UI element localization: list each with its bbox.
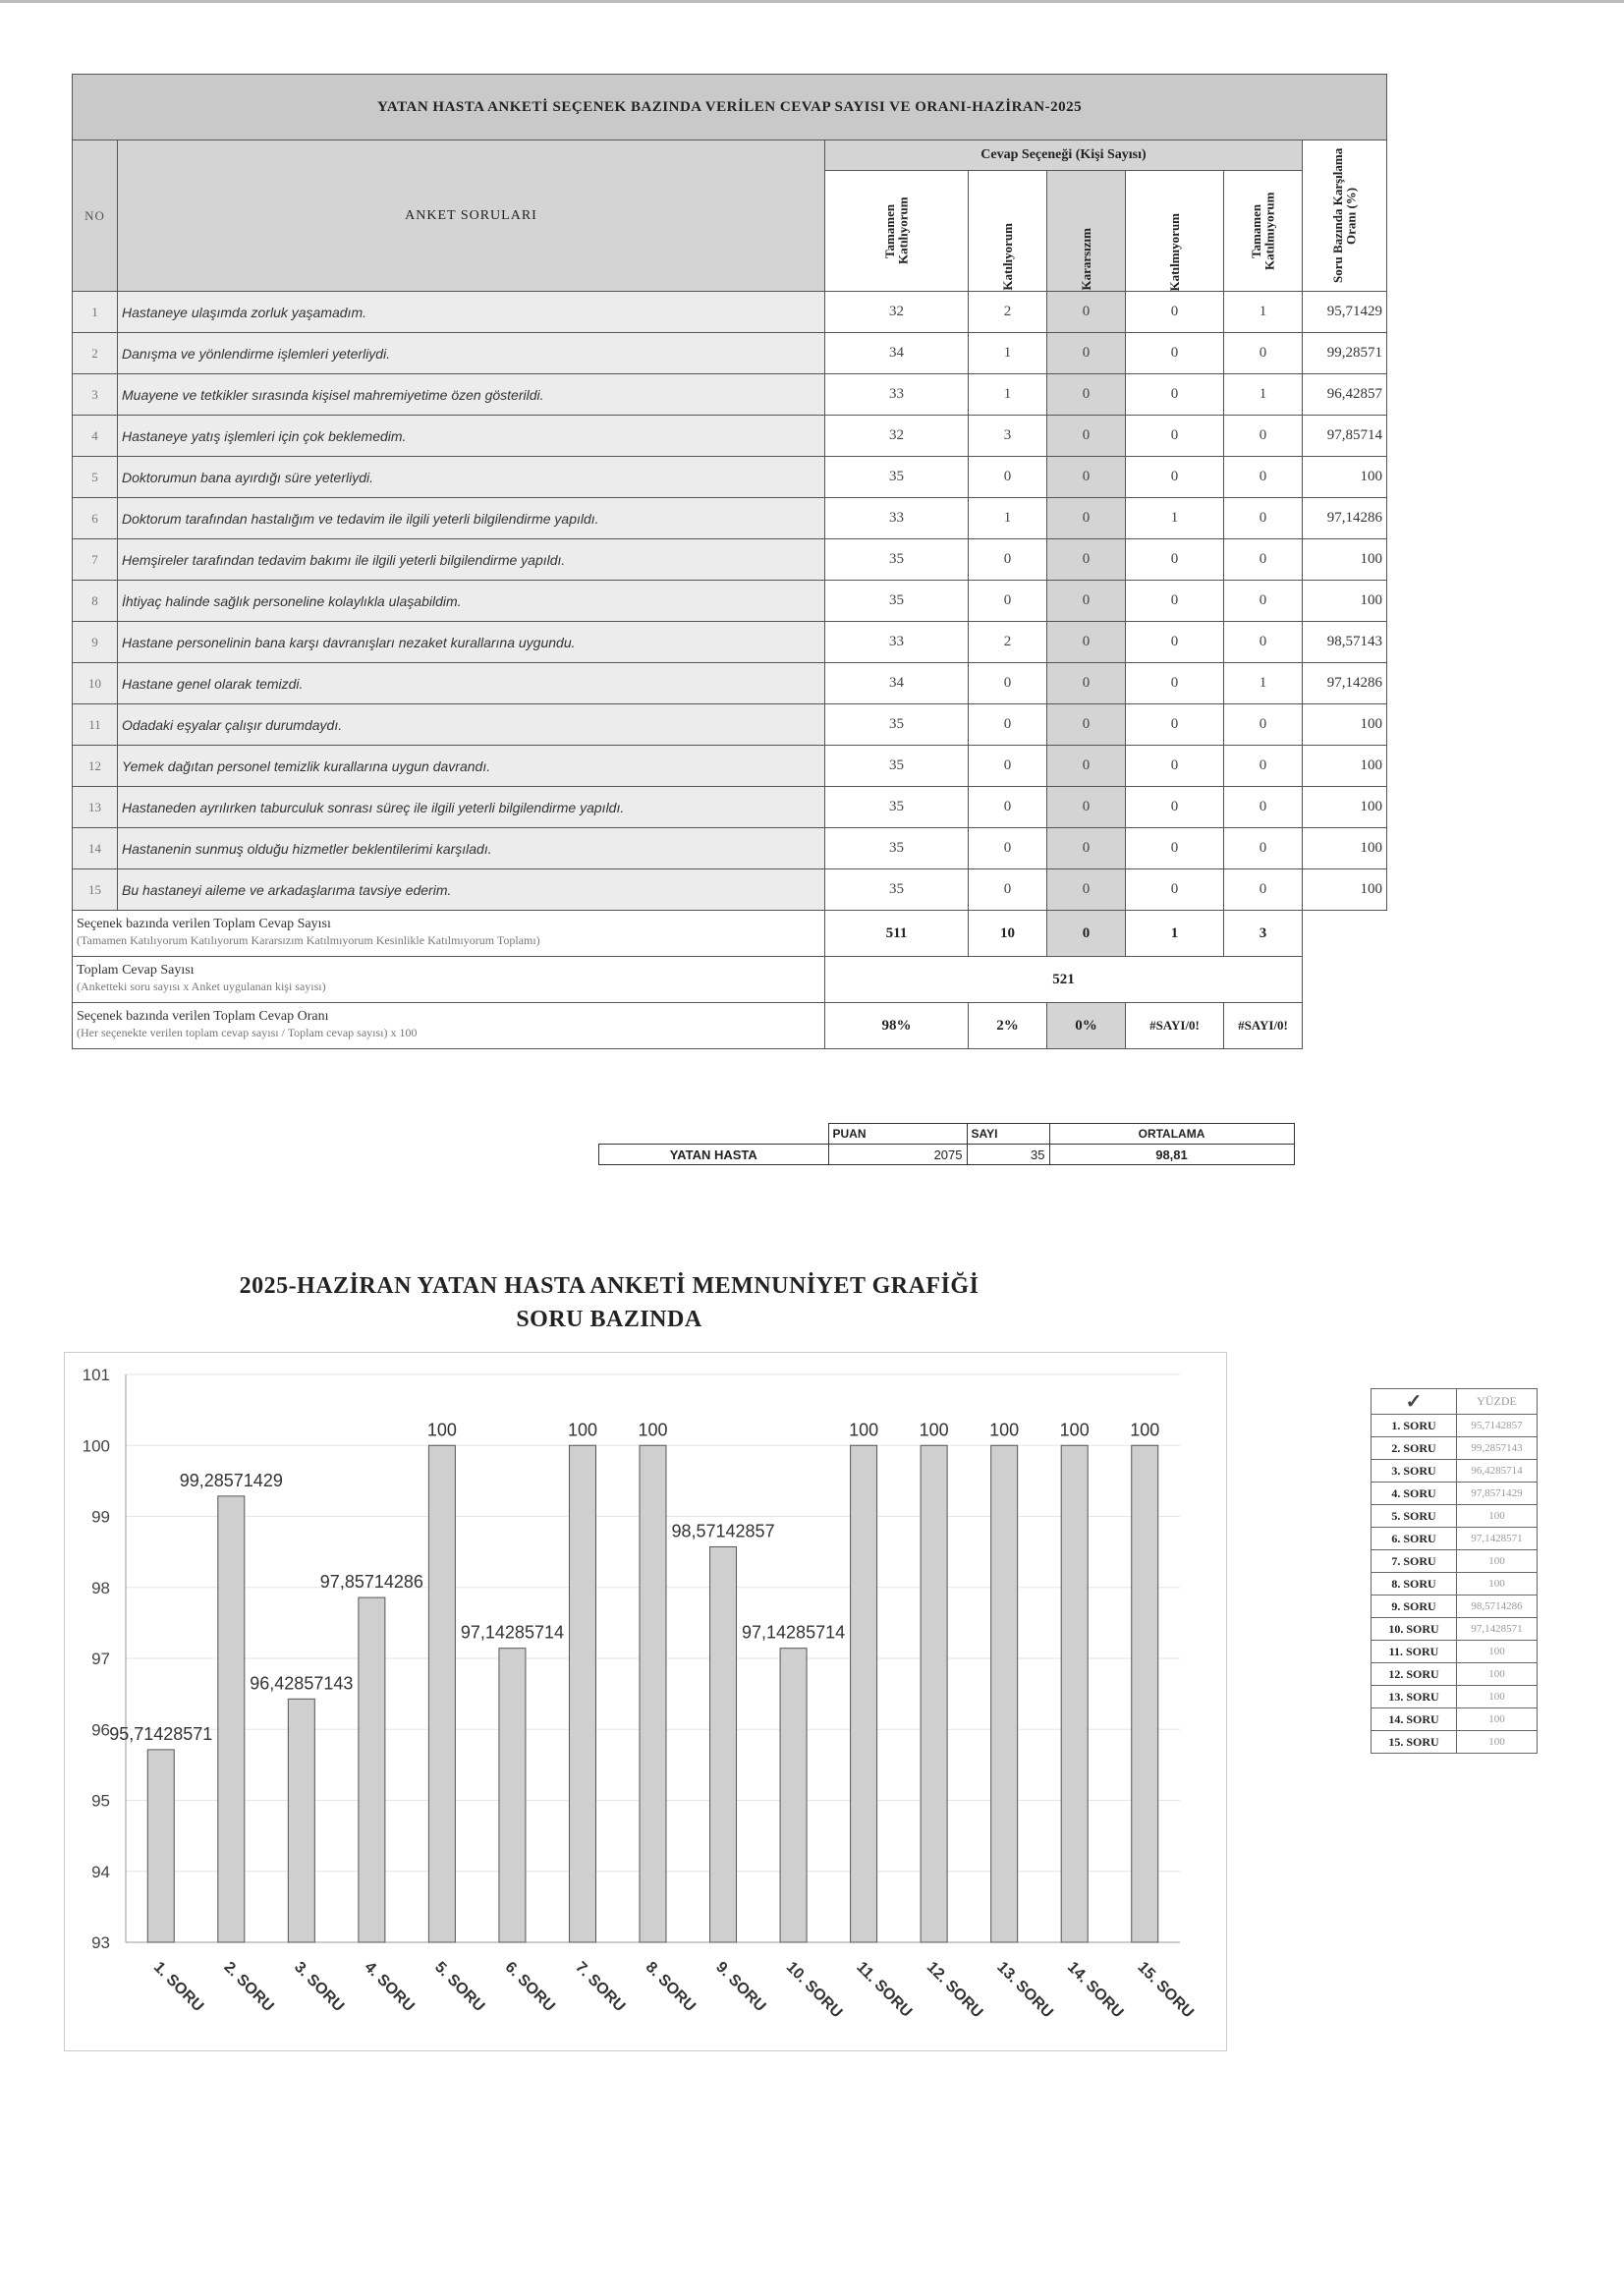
yuzde-row	[1372, 1437, 1538, 1460]
row-number: 12	[73, 746, 118, 787]
y-tick-label: 97	[91, 1650, 110, 1668]
bar-data-label: 100	[567, 1420, 597, 1440]
answer-count: 0	[1126, 787, 1224, 828]
answer-count: 35	[825, 539, 969, 581]
answer-count: 0	[1126, 828, 1224, 869]
bar	[851, 1445, 877, 1942]
answer-count: 0	[1224, 622, 1303, 663]
answer-count: 0	[1047, 869, 1126, 911]
row-number: 14	[73, 828, 118, 869]
y-tick-label: 100	[82, 1436, 110, 1456]
question-text: Hastane genel olarak temizdi.	[118, 663, 825, 704]
col-option-label: Tamamen Katılmıyorum	[1248, 192, 1277, 270]
answer-count: 1	[969, 498, 1047, 539]
col-option-2	[969, 171, 1047, 292]
answer-count: 0	[1047, 333, 1126, 374]
question-rate: 97,14286	[1303, 498, 1387, 539]
y-tick-label: 99	[91, 1507, 110, 1527]
answer-count: 0	[969, 787, 1047, 828]
answer-count: 0	[1126, 704, 1224, 746]
sum-count-sub: (Tamamen Katılıyorum Katılıyorum Kararsızım Katılmıyorum Kesinlikle Katılmıyorum Toplamı)	[77, 933, 540, 947]
yuzde-value: 97,1428571	[1457, 1618, 1538, 1641]
scan-top-line	[0, 0, 1624, 3]
bar	[710, 1546, 737, 1942]
col-option-1	[825, 171, 969, 292]
survey-row	[73, 581, 1387, 622]
sayi-value: 35	[967, 1145, 1049, 1165]
yuzde-row	[1372, 1483, 1538, 1505]
x-category-label: 13. SORU	[993, 1958, 1056, 2022]
col-group-header: Cevap Seçeneği (Kişi Sayısı)	[825, 140, 1303, 171]
col-rate-header	[1303, 140, 1387, 292]
yuzde-value: 100	[1457, 1731, 1538, 1754]
total-count-value: 521	[825, 957, 1303, 1003]
question-text: Hastane personelinin bana karşı davranışları nezaket kurallarına uygundu.	[118, 622, 825, 663]
answer-count: 0	[1047, 663, 1126, 704]
chart-title-line2: SORU BAZINDA	[516, 1307, 702, 1332]
sum-rate-value: 0%	[1047, 1003, 1126, 1049]
answer-count: 0	[1126, 581, 1224, 622]
yuzde-value: 99,2857143	[1457, 1437, 1538, 1460]
answer-count: 0	[1224, 581, 1303, 622]
yuzde-label: 14. SORU	[1372, 1708, 1457, 1731]
col-no-header: NO	[73, 140, 118, 292]
row-number: 13	[73, 787, 118, 828]
survey-row	[73, 622, 1387, 663]
question-text: İhtiyaç halinde sağlık personeline kolaylıkla ulaşabildim.	[118, 581, 825, 622]
answer-count: 0	[1126, 869, 1224, 911]
question-text: Doktorum tarafından hastalığım ve tedavim ile ilgili yeterli bilgilendirme yapıldı.	[118, 498, 825, 539]
question-rate: 100	[1303, 581, 1387, 622]
question-rate: 100	[1303, 787, 1387, 828]
x-category-label: 4. SORU	[361, 1958, 418, 2016]
col-questions-header: ANKET SORULARI	[118, 140, 825, 292]
row-number: 5	[73, 457, 118, 498]
yuzde-value: 100	[1457, 1573, 1538, 1595]
answer-count: 0	[1126, 539, 1224, 581]
yuzde-value: 100	[1457, 1686, 1538, 1708]
sum-rate-value: #SAYI/0!	[1126, 1003, 1224, 1049]
question-text: Hastaneye ulaşımda zorluk yaşamadım.	[118, 292, 825, 333]
yuzde-row	[1372, 1595, 1538, 1618]
sum-count-value: 3	[1224, 911, 1303, 957]
bar-data-label: 97,85714286	[319, 1572, 423, 1593]
survey-row	[73, 333, 1387, 374]
yuzde-row	[1372, 1550, 1538, 1573]
answer-count: 32	[825, 416, 969, 457]
question-text: Odadaki eşyalar çalışır durumdaydı.	[118, 704, 825, 746]
answer-count: 2	[969, 292, 1047, 333]
answer-count: 1	[969, 333, 1047, 374]
yuzde-label: 3. SORU	[1372, 1460, 1457, 1483]
survey-row	[73, 663, 1387, 704]
answer-count: 0	[1047, 539, 1126, 581]
bar-data-label: 95,71428571	[109, 1723, 213, 1744]
yuzde-label: 13. SORU	[1372, 1686, 1457, 1708]
row-number: 4	[73, 416, 118, 457]
answer-count: 34	[825, 333, 969, 374]
survey-row	[73, 416, 1387, 457]
sum-count-value: 1	[1126, 911, 1224, 957]
question-rate: 100	[1303, 746, 1387, 787]
question-rate: 96,42857	[1303, 374, 1387, 416]
total-count-sub: (Anketteki soru sayısı x Anket uygulanan kişi sayısı)	[77, 980, 326, 993]
yuzde-value: 97,1428571	[1457, 1528, 1538, 1550]
yuzde-value: 100	[1457, 1505, 1538, 1528]
answer-count: 0	[1047, 374, 1126, 416]
yuzde-value: 100	[1457, 1550, 1538, 1573]
yuzde-value: 95,7142857	[1457, 1415, 1538, 1437]
bar-data-label: 100	[426, 1420, 457, 1440]
check-mark-icon: ✓	[1372, 1389, 1457, 1415]
sum-rate-label: Seçenek bazında verilen Toplam Cevap Oranı	[77, 1009, 329, 1025]
y-tick-label: 96	[91, 1720, 110, 1740]
y-tick-label: 95	[91, 1791, 110, 1811]
x-category-label: 3. SORU	[291, 1958, 348, 2016]
row-number: 10	[73, 663, 118, 704]
answer-count: 35	[825, 581, 969, 622]
yuzde-label: 1. SORU	[1372, 1415, 1457, 1437]
question-text: Hemşireler tarafından tedavim bakımı ile ilgili yeterli bilgilendirme yapıldı.	[118, 539, 825, 581]
chart-title-line1: 2025-HAZİRAN YATAN HASTA ANKETİ MEMNUNİYET GRAFİĞİ	[239, 1273, 980, 1299]
bar	[359, 1597, 385, 1942]
y-tick-label: 93	[91, 1933, 110, 1952]
answer-count: 0	[1047, 498, 1126, 539]
puan-value: 2075	[828, 1145, 967, 1165]
yuzde-row	[1372, 1573, 1538, 1595]
answer-count: 0	[969, 869, 1047, 911]
bar-data-label: 100	[1059, 1420, 1090, 1440]
question-rate: 99,28571	[1303, 333, 1387, 374]
answer-count: 0	[1224, 333, 1303, 374]
yuzde-label: 5. SORU	[1372, 1505, 1457, 1528]
bar-data-label: 98,57142857	[671, 1521, 775, 1541]
puan-header: PUAN	[828, 1124, 967, 1145]
yuzde-label: 15. SORU	[1372, 1731, 1457, 1754]
row-number: 6	[73, 498, 118, 539]
question-rate: 100	[1303, 828, 1387, 869]
yuzde-label: 7. SORU	[1372, 1550, 1457, 1573]
yuzde-value: 100	[1457, 1663, 1538, 1686]
survey-row	[73, 787, 1387, 828]
x-category-label: 14. SORU	[1063, 1958, 1127, 2022]
sum-rate-label-cell	[73, 1003, 825, 1049]
answer-count: 0	[1126, 746, 1224, 787]
yuzde-value: 100	[1457, 1641, 1538, 1663]
blank-cell	[1303, 911, 1387, 957]
yuzde-table	[1371, 1388, 1538, 1754]
survey-row	[73, 746, 1387, 787]
answer-count: 1	[1224, 374, 1303, 416]
answer-count: 1	[1126, 498, 1224, 539]
bar	[1061, 1445, 1088, 1942]
col-option-label: Katılmıyorum	[1166, 212, 1182, 291]
bar-data-label: 100	[919, 1420, 949, 1440]
question-text: Muayene ve tetkikler sırasında kişisel mahremiyetime özen gösterildi.	[118, 374, 825, 416]
answer-count: 0	[1224, 457, 1303, 498]
question-rate: 100	[1303, 457, 1387, 498]
yuzde-row	[1372, 1641, 1538, 1663]
answer-count: 0	[1126, 374, 1224, 416]
chart-frame	[64, 1352, 1227, 2051]
question-rate: 95,71429	[1303, 292, 1387, 333]
answer-count: 0	[1126, 622, 1224, 663]
x-category-label: 9. SORU	[712, 1958, 769, 2016]
answer-count: 35	[825, 828, 969, 869]
total-count-label: Toplam Cevap Sayısı	[77, 963, 195, 979]
blank-cell	[599, 1124, 829, 1145]
answer-count: 35	[825, 704, 969, 746]
col-option-5	[1224, 171, 1303, 292]
yuzde-value: 98,5714286	[1457, 1595, 1538, 1618]
question-text: Yemek dağıtan personel temizlik kurallarına uygun davrandı.	[118, 746, 825, 787]
bar-data-label: 96,42857143	[250, 1673, 354, 1694]
yuzde-row	[1372, 1415, 1538, 1437]
answer-count: 0	[1126, 663, 1224, 704]
row-number: 2	[73, 333, 118, 374]
sayi-header: SAYI	[967, 1124, 1049, 1145]
yuzde-label: 10. SORU	[1372, 1618, 1457, 1641]
x-category-label: 1. SORU	[149, 1958, 207, 2016]
answer-count: 1	[969, 374, 1047, 416]
yuzde-row	[1372, 1686, 1538, 1708]
question-text: Bu hastaneyi aileme ve arkadaşlarıma tavsiye ederim.	[118, 869, 825, 911]
yuzde-row	[1372, 1731, 1538, 1754]
summary-score-table	[598, 1123, 1295, 1165]
yuzde-body	[1372, 1415, 1538, 1754]
bar-data-label: 99,28571429	[179, 1470, 283, 1490]
yuzde-row	[1372, 1618, 1538, 1641]
question-text: Doktorumun bana ayırdığı süre yeterliydi.	[118, 457, 825, 498]
row-number: 15	[73, 869, 118, 911]
answer-count: 0	[1126, 457, 1224, 498]
answer-count: 0	[969, 828, 1047, 869]
question-text: Danışma ve yönlendirme işlemleri yeterliydi.	[118, 333, 825, 374]
question-rate: 100	[1303, 539, 1387, 581]
bar	[640, 1445, 666, 1942]
y-tick-label: 98	[91, 1578, 110, 1597]
bar-data-label: 100	[849, 1420, 879, 1440]
yuzde-row	[1372, 1708, 1538, 1731]
yuzde-value: 100	[1457, 1708, 1538, 1731]
answer-count: 2	[969, 622, 1047, 663]
answer-count: 35	[825, 869, 969, 911]
answer-count: 0	[969, 581, 1047, 622]
survey-row	[73, 539, 1387, 581]
yuzde-row	[1372, 1663, 1538, 1686]
answer-count: 0	[1047, 787, 1126, 828]
yuzde-label: 11. SORU	[1372, 1641, 1457, 1663]
bar	[921, 1445, 947, 1942]
yuzde-row	[1372, 1505, 1538, 1528]
question-rate: 97,14286	[1303, 663, 1387, 704]
bar	[1132, 1445, 1158, 1942]
answer-count: 0	[1047, 704, 1126, 746]
bar	[218, 1496, 245, 1942]
answer-count: 0	[1126, 416, 1224, 457]
x-category-label: 15. SORU	[1134, 1958, 1197, 2022]
yuzde-value: 96,4285714	[1457, 1460, 1538, 1483]
answer-count: 0	[1047, 828, 1126, 869]
yuzde-row	[1372, 1528, 1538, 1550]
question-text: Hastaneye yatış işlemleri için çok beklemedim.	[118, 416, 825, 457]
col-option-3	[1047, 171, 1126, 292]
col-rate-label: Soru Bazında Karşılama Oranı (%)	[1329, 147, 1359, 284]
sum-rate-value: 2%	[969, 1003, 1047, 1049]
yatan-hasta-label: YATAN HASTA	[599, 1145, 829, 1165]
sum-count-value: 10	[969, 911, 1047, 957]
answer-count: 0	[1224, 869, 1303, 911]
survey-row	[73, 292, 1387, 333]
x-category-label: 12. SORU	[923, 1958, 986, 2022]
bar-data-label: 97,14285714	[742, 1622, 846, 1643]
answer-count: 0	[1224, 539, 1303, 581]
question-rate: 97,85714	[1303, 416, 1387, 457]
answer-count: 0	[1047, 581, 1126, 622]
bar-chart	[65, 1353, 1226, 2050]
sum-rate-value: #SAYI/0!	[1224, 1003, 1303, 1049]
sum-rate-value: 98%	[825, 1003, 969, 1049]
answer-count: 33	[825, 498, 969, 539]
y-tick-label: 101	[82, 1366, 110, 1384]
question-rate: 100	[1303, 869, 1387, 911]
y-tick-label: 94	[91, 1862, 110, 1881]
x-category-label: 6. SORU	[501, 1958, 558, 2016]
survey-row	[73, 457, 1387, 498]
bar	[288, 1699, 314, 1942]
col-option-label: Kararsızım	[1078, 228, 1093, 291]
survey-body	[73, 292, 1387, 911]
bar-data-label: 97,14285714	[460, 1622, 564, 1643]
total-count-label-cell	[73, 957, 825, 1003]
survey-row	[73, 704, 1387, 746]
bar-data-label: 100	[638, 1420, 668, 1440]
question-rate: 100	[1303, 704, 1387, 746]
survey-table	[72, 74, 1387, 1049]
sum-count-label: Seçenek bazında verilen Toplam Cevap Sayısı	[77, 917, 331, 932]
sum-rate-sub: (Her seçenekte verilen toplam cevap sayısı / Toplam cevap sayısı) x 100	[77, 1026, 418, 1039]
answer-count: 0	[969, 539, 1047, 581]
survey-row	[73, 498, 1387, 539]
ortalama-value: 98,81	[1049, 1145, 1294, 1165]
x-category-label: 7. SORU	[572, 1958, 629, 2016]
answer-count: 0	[969, 704, 1047, 746]
answer-count: 0	[1224, 416, 1303, 457]
col-option-label: Tamamen Katılıyorum	[881, 196, 911, 265]
answer-count: 0	[1047, 746, 1126, 787]
question-text: Hastaneden ayrılırken taburculuk sonrası süreç ile ilgili yeterli bilgilendirme yapıldı.	[118, 787, 825, 828]
bar	[428, 1445, 455, 1942]
answer-count: 35	[825, 787, 969, 828]
answer-count: 33	[825, 622, 969, 663]
x-category-label: 11. SORU	[853, 1958, 916, 2021]
answer-count: 0	[1047, 457, 1126, 498]
answer-count: 0	[1047, 622, 1126, 663]
yuzde-label: 4. SORU	[1372, 1483, 1457, 1505]
x-category-label: 2. SORU	[220, 1958, 277, 2016]
yuzde-label: 9. SORU	[1372, 1595, 1457, 1618]
bar	[780, 1649, 807, 1942]
col-option-4	[1126, 171, 1224, 292]
row-number: 3	[73, 374, 118, 416]
answer-count: 0	[1224, 746, 1303, 787]
yuzde-label: 2. SORU	[1372, 1437, 1457, 1460]
answer-count: 34	[825, 663, 969, 704]
answer-count: 0	[1224, 704, 1303, 746]
survey-row	[73, 869, 1387, 911]
yuzde-value: 97,8571429	[1457, 1483, 1538, 1505]
answer-count: 35	[825, 457, 969, 498]
x-category-label: 8. SORU	[642, 1958, 699, 2016]
survey-row	[73, 374, 1387, 416]
sum-count-value: 511	[825, 911, 969, 957]
answer-count: 32	[825, 292, 969, 333]
row-number: 9	[73, 622, 118, 663]
survey-title: YATAN HASTA ANKETİ SEÇENEK BAZINDA VERİLEN CEVAP SAYISI VE ORANI-HAZİRAN-2025	[73, 75, 1387, 140]
survey-row	[73, 828, 1387, 869]
answer-count: 0	[1126, 292, 1224, 333]
answer-count: 35	[825, 746, 969, 787]
yuzde-header: YÜZDE	[1457, 1389, 1538, 1415]
question-text: Hastanenin sunmuş olduğu hizmetler beklentilerimi karşıladı.	[118, 828, 825, 869]
answer-count: 0	[1224, 787, 1303, 828]
row-number: 11	[73, 704, 118, 746]
sum-count-label-cell	[73, 911, 825, 957]
yuzde-label: 6. SORU	[1372, 1528, 1457, 1550]
answer-count: 0	[1047, 292, 1126, 333]
yuzde-row	[1372, 1460, 1538, 1483]
answer-count: 0	[969, 663, 1047, 704]
row-number: 7	[73, 539, 118, 581]
col-option-label: Katılıyorum	[999, 223, 1015, 291]
answer-count: 3	[969, 416, 1047, 457]
yuzde-label: 8. SORU	[1372, 1573, 1457, 1595]
bar	[991, 1445, 1018, 1942]
answer-count: 0	[969, 746, 1047, 787]
blank-cell	[1303, 957, 1387, 1003]
answer-count: 1	[1224, 663, 1303, 704]
row-number: 1	[73, 292, 118, 333]
question-rate: 98,57143	[1303, 622, 1387, 663]
answer-count: 0	[969, 457, 1047, 498]
blank-cell	[1303, 1003, 1387, 1049]
bar	[499, 1649, 526, 1942]
bar	[147, 1750, 174, 1942]
bar	[569, 1445, 595, 1942]
answer-count: 33	[825, 374, 969, 416]
x-category-label: 10. SORU	[782, 1958, 846, 2022]
answer-count: 0	[1047, 416, 1126, 457]
answer-count: 1	[1224, 292, 1303, 333]
answer-count: 0	[1224, 828, 1303, 869]
answer-count: 0	[1224, 498, 1303, 539]
sum-count-value: 0	[1047, 911, 1126, 957]
bar-data-label: 100	[1130, 1420, 1160, 1440]
x-category-label: 5. SORU	[431, 1958, 488, 2016]
yuzde-label: 12. SORU	[1372, 1663, 1457, 1686]
answer-count: 0	[1126, 333, 1224, 374]
bar-data-label: 100	[989, 1420, 1020, 1440]
row-number: 8	[73, 581, 118, 622]
ortalama-header: ORTALAMA	[1049, 1124, 1294, 1145]
